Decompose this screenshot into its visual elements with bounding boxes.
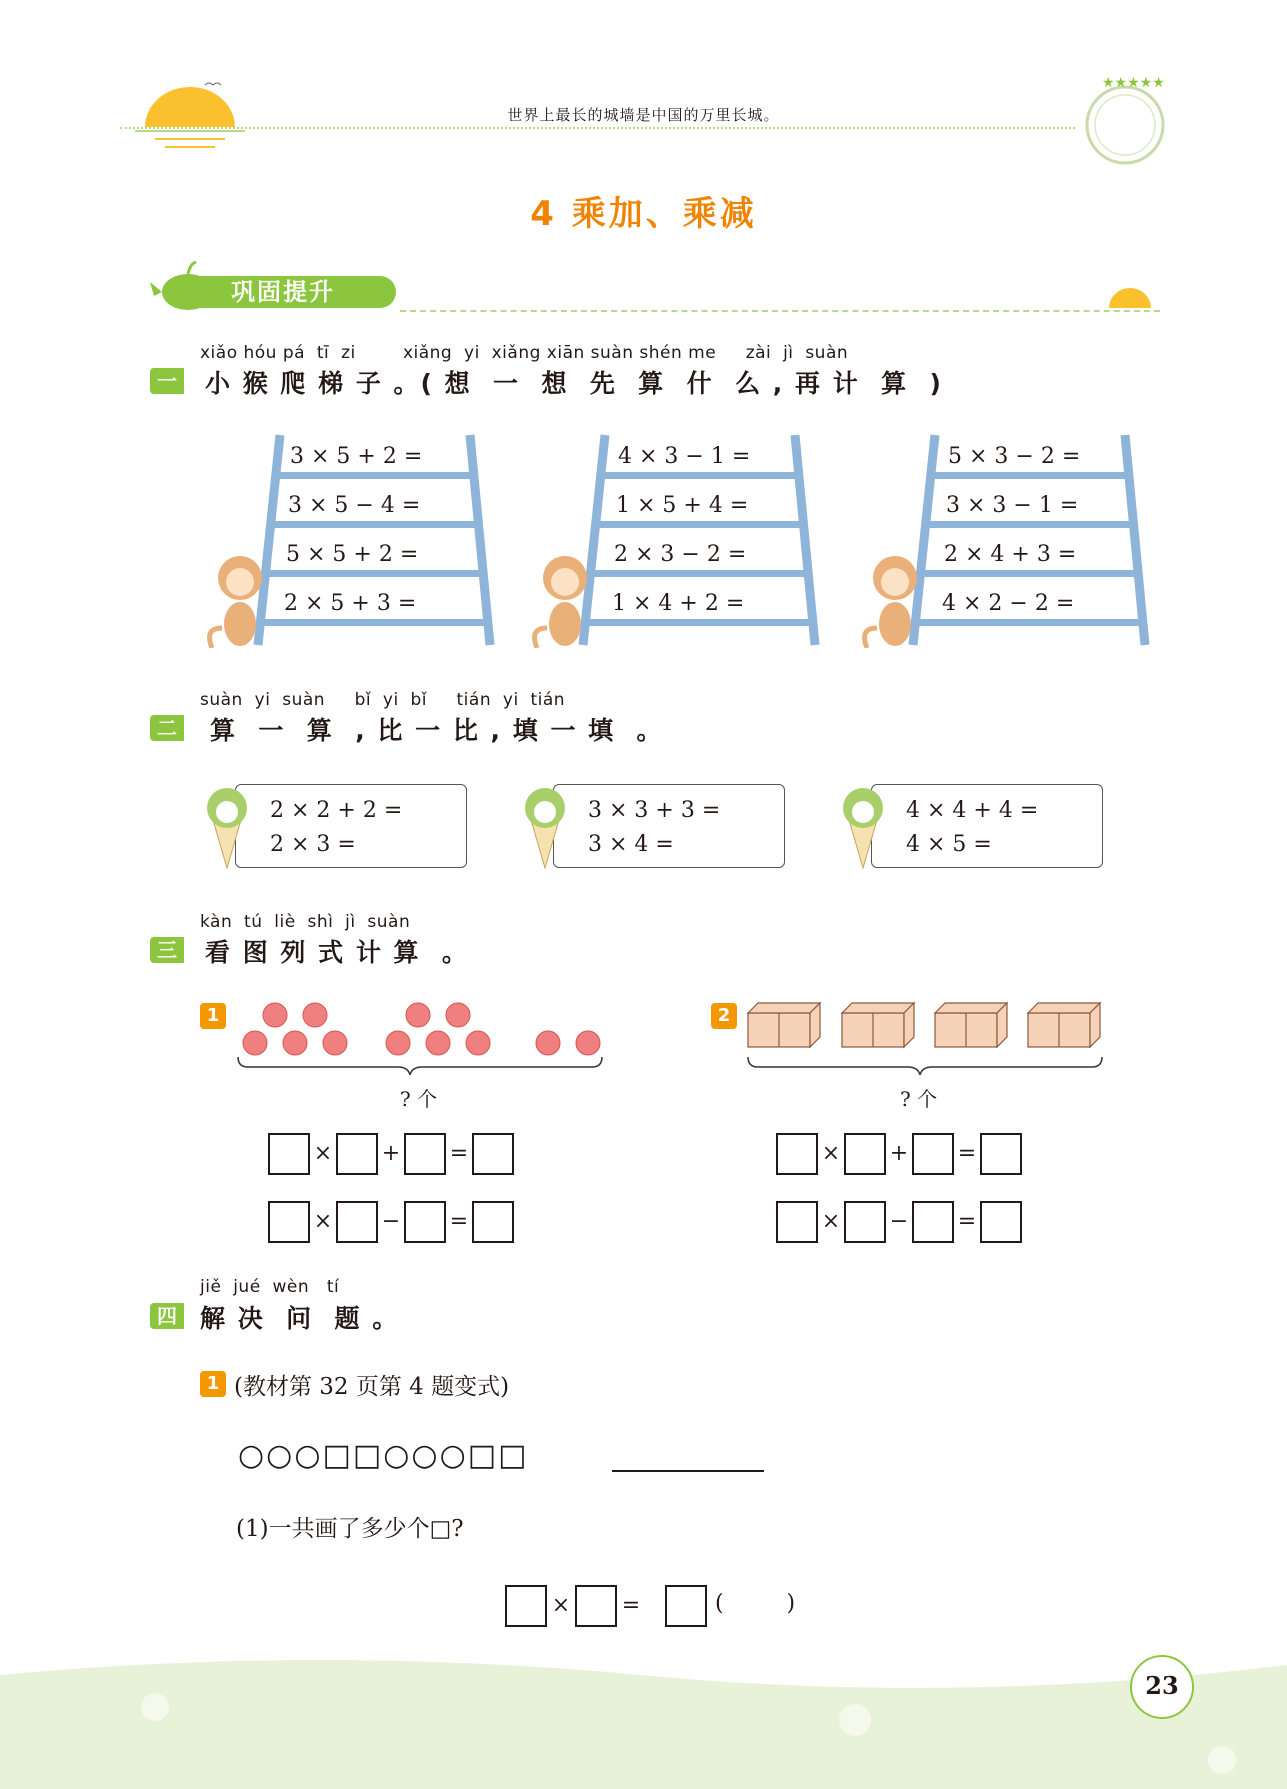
ladder-2-eq-2: 1 × 5 + 4 =: [616, 493, 749, 518]
cubes-illustration: [742, 995, 1112, 1075]
q3-text: 看 图 列 式 计 算 。: [205, 938, 469, 967]
ladder-1-eq-2: 3 × 5 − 4 =: [288, 493, 421, 518]
answer-box[interactable]: [980, 1201, 1022, 1243]
monkey-icon: [200, 548, 270, 648]
apples-illustration: [230, 995, 610, 1075]
q3-item-2-row-1: [776, 1133, 1056, 1175]
answer-box[interactable]: [472, 1133, 514, 1175]
ladder-2-eq-3: 2 × 3 − 2 =: [614, 542, 747, 567]
answer-box[interactable]: [268, 1201, 310, 1243]
section-dashed-line: [400, 310, 1160, 312]
operator: +: [889, 1141, 909, 1166]
ice-cream-icon: [513, 780, 573, 870]
answer-box[interactable]: [980, 1133, 1022, 1175]
lesson-title: [0, 186, 1287, 235]
scroll-2-eq-2: 3 × 4 =: [588, 832, 674, 857]
q2-number: 二: [150, 715, 184, 741]
answer-line[interactable]: [612, 1470, 764, 1472]
operator: ×: [821, 1209, 841, 1234]
answer-box[interactable]: [776, 1133, 818, 1175]
ladder-3-eq-1: 5 × 3 − 2 =: [948, 444, 1081, 469]
answer-box[interactable]: [336, 1201, 378, 1243]
header-tagline: 世界上最长的城墙是中国的万里长城。: [507, 106, 780, 124]
answer-box[interactable]: [665, 1585, 707, 1627]
q3-item-1-row-2: [268, 1201, 548, 1243]
page-number: 23: [1130, 1655, 1194, 1719]
ladder-3-eq-3: 2 × 4 + 3 =: [944, 542, 1077, 567]
q3-item-2-badge: 2: [711, 1003, 737, 1029]
section-banner: 巩固提升: [175, 276, 396, 308]
operator: ×: [551, 1593, 571, 1618]
scroll-1-eq-2: 2 × 3 =: [270, 832, 356, 857]
ladder-2-eq-1: 4 × 3 − 1 =: [618, 444, 751, 469]
operator: =: [621, 1593, 641, 1618]
monkey-icon: [855, 548, 925, 648]
lesson-name: 乘加、乘减: [571, 194, 757, 234]
answer-box[interactable]: [404, 1133, 446, 1175]
scroll-2-eq-1: 3 × 3 + 3 =: [588, 798, 721, 823]
unit-paren[interactable]: ( ): [715, 1591, 796, 1616]
q3-item-2-row-2: [776, 1201, 1056, 1243]
operator: =: [449, 1209, 469, 1234]
answer-box[interactable]: [575, 1585, 617, 1627]
svg-text:★★★★★: ★★★★★: [1102, 75, 1165, 91]
q4-sub1-equation: [505, 1585, 825, 1627]
q3-number: 三: [150, 937, 184, 963]
answer-box[interactable]: [912, 1201, 954, 1243]
operator: =: [957, 1209, 977, 1234]
scroll-1-eq-1: 2 × 2 + 2 =: [270, 798, 403, 823]
q4-text: 解 决 问 题 。: [200, 1304, 400, 1333]
ladders-area: [200, 430, 1200, 650]
ladder-1-eq-3: 5 × 5 + 2 =: [286, 542, 419, 567]
small-sun-icon: [1105, 280, 1155, 312]
shapes-row: ○○○□□○○○□□: [238, 1438, 529, 1473]
q1-pinyin: xiǎo hóu pá tī zi xiǎng yi xiǎng xiān suàn shén me zài jì suàn: [200, 343, 849, 363]
answer-box[interactable]: [844, 1201, 886, 1243]
q2-text: 算 一 算 , 比 一 比 , 填 一 填 。: [210, 716, 664, 745]
q4-sub1-text: (1)一共画了多少个□?: [236, 1516, 464, 1542]
q4-item-1-badge: 1: [200, 1371, 226, 1397]
operator: ×: [313, 1209, 333, 1234]
q1-text: 小 猴 爬 梯 子 。( 想 一 想 先 算 什 么 , 再 计 算 ): [205, 369, 943, 398]
monkey-icon: [525, 548, 595, 648]
ladder-3-eq-4: 4 × 2 − 2 =: [942, 591, 1075, 616]
q4-item-1-text: (教材第 32 页第 4 题变式): [234, 1374, 510, 1400]
operator: =: [449, 1141, 469, 1166]
answer-box[interactable]: [844, 1133, 886, 1175]
answer-box[interactable]: [472, 1201, 514, 1243]
q3-item-1-badge: 1: [200, 1003, 226, 1029]
operator: ×: [821, 1141, 841, 1166]
operator: =: [957, 1141, 977, 1166]
answer-box[interactable]: [912, 1133, 954, 1175]
ladder-1-eq-1: 3 × 5 + 2 =: [290, 444, 423, 469]
answer-box[interactable]: [268, 1133, 310, 1175]
q3-item-2-caption: ? 个: [900, 1087, 938, 1111]
q3-pinyin: kàn tú liè shì jì suàn: [200, 912, 411, 932]
operator: −: [889, 1209, 909, 1234]
answer-box[interactable]: [505, 1585, 547, 1627]
scroll-3-eq-1: 4 × 4 + 4 =: [906, 798, 1039, 823]
q2-pinyin: suàn yi suàn bǐ yi bǐ tián yi tián: [200, 690, 566, 710]
operator: +: [381, 1141, 401, 1166]
ice-cream-icon: [831, 780, 891, 870]
ladder-3-eq-2: 3 × 3 − 1 =: [946, 493, 1079, 518]
scrolls-area: [195, 780, 1125, 870]
header-dotted-line: [120, 127, 1075, 129]
q4-pinyin: jiě jué wèn tí: [200, 1277, 340, 1297]
publisher-badge-icon: [1080, 75, 1170, 165]
q3-item-1-row-1: [268, 1133, 548, 1175]
ladder-1-eq-4: 2 × 5 + 3 =: [284, 591, 417, 616]
lesson-number: 4: [530, 194, 557, 234]
footer-wave: [0, 1655, 1287, 1789]
answer-box[interactable]: [404, 1201, 446, 1243]
ladder-2-eq-4: 1 × 4 + 2 =: [612, 591, 745, 616]
scroll-3-eq-2: 4 × 5 =: [906, 832, 992, 857]
ice-cream-icon: [195, 780, 255, 870]
q3-item-1-caption: ? 个: [400, 1087, 438, 1111]
q4-number: 四: [150, 1303, 184, 1329]
answer-box[interactable]: [336, 1133, 378, 1175]
operator: −: [381, 1209, 401, 1234]
operator: ×: [313, 1141, 333, 1166]
q1-number: 一: [150, 368, 184, 394]
answer-box[interactable]: [776, 1201, 818, 1243]
